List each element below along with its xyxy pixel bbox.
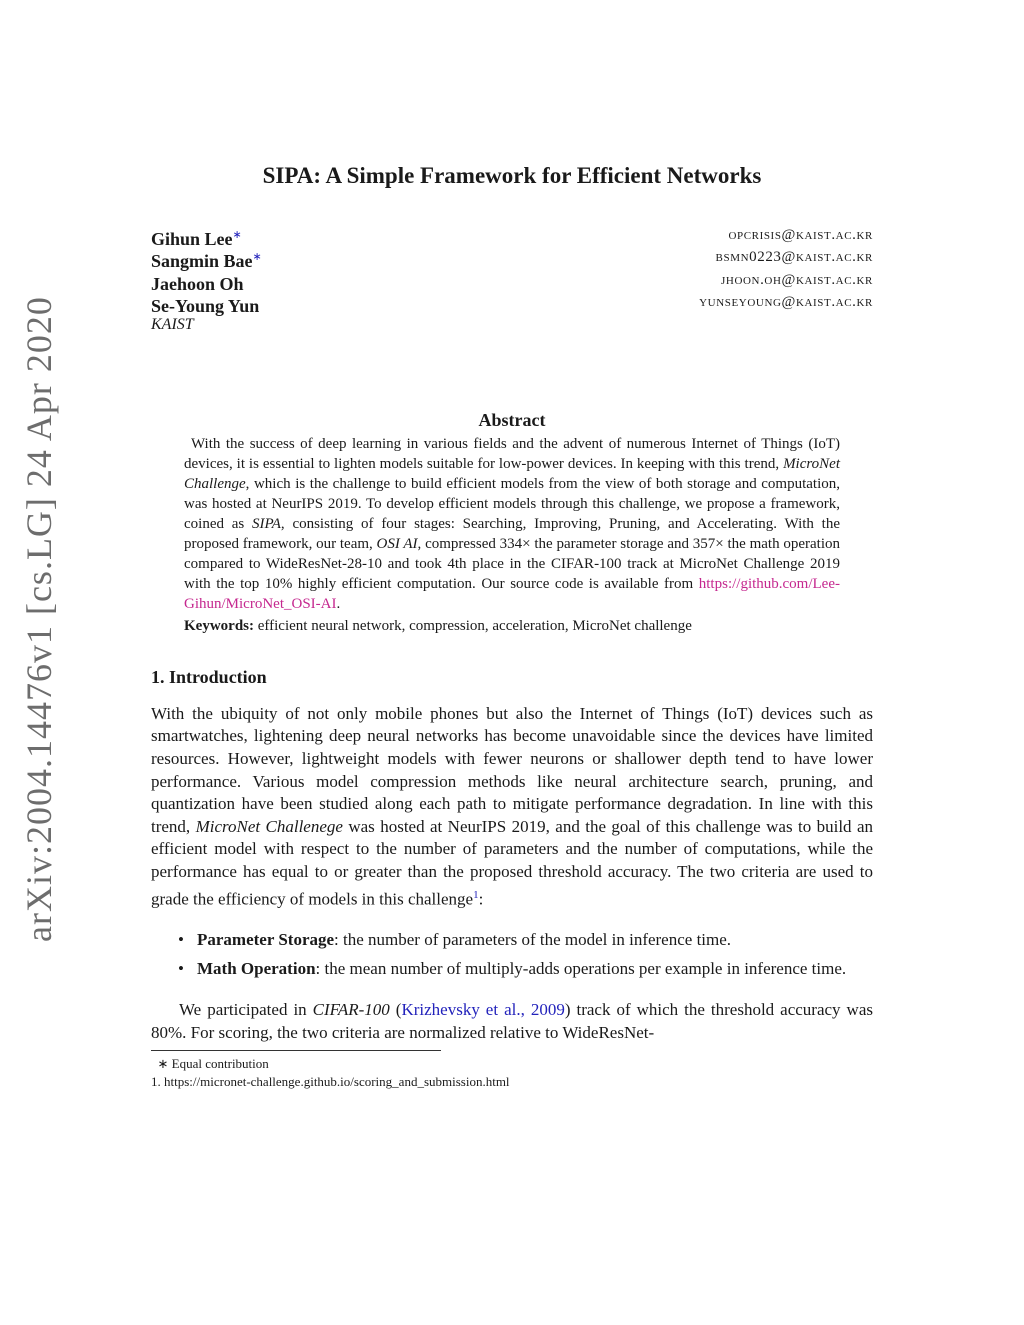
author-name: Jaehoon Oh <box>151 273 244 294</box>
section-heading-introduction: 1. Introduction <box>151 667 267 688</box>
author-name: Gihun Lee∗ <box>151 228 242 249</box>
abstract-text: With the success of deep learning in various fields and the advent of numerous Internet of Things (IoT) devices, it is essential to lighten models suitable for low-power devices. In keeping with this trend, MicroNet Challenge, which is the challenge to build efficient models from the view of both storage and computation, was hosted at NeurIPS 2019. To develop efficient models through this challenge, we propose a framework, coined as SIPA, consisting of four stages: Searching, Improving, Pruning, and Accelerating. With the proposed framework, our team, OSI AI, compressed 334× the parameter storage and 357× the math operation compared to WideResNet-28-10 and took 4th place in the CIFAR-100 track at MicroNet Challenge 2019 with the top 10% highly efficient computation. Our source code is available from https://github.com/Lee-Gihun/MicroNet_OSI-AI. <box>184 436 841 613</box>
list-item: • Parameter Storage: the number of parameters of the model in inference time. <box>178 929 873 952</box>
intro-paragraph: We participated in CIFAR-100 (Krizhevsky et al., 2009) track of which the threshold accuracy was 80%. For scoring, the two criteria are normalized relative to WideResNet- <box>151 999 873 1042</box>
footnote-divider <box>151 1050 441 1051</box>
author-row <box>151 291 873 317</box>
author-row <box>151 224 873 247</box>
abstract-heading: Abstract <box>478 410 546 431</box>
abstract <box>184 410 840 636</box>
criteria-list <box>178 929 873 981</box>
author-email[interactable]: bsmn0223@kaist.ac.kr <box>715 249 873 266</box>
author-name: Sangmin Bae∗ <box>151 251 262 272</box>
footnote-url: 1. https://micronet-challenge.github.io/scoring_and_submission.html <box>151 1074 510 1090</box>
footnote-equal: ∗ Equal contribution <box>157 1056 269 1072</box>
author-list <box>151 224 873 337</box>
author-row <box>151 246 873 272</box>
paper-page <box>151 165 873 1091</box>
affiliation: KAIST <box>151 315 194 333</box>
intro-paragraph: With the ubiquity of not only mobile phones but also the Internet of Things (IoT) devices such as smartwatches, lightening deep neural networks has become unavoidable since the devices have limited resources. However, lightweight models with fewer neurons or shallower depth tend to have lower performance. Various model compression methods like neural architecture search, pruning, and quantization have been studied along each path to mitigate performance degradation. In line with this trend, MicroNet Challenege was hosted at NeurIPS 2019, and the goal of this challenge was to build an efficient model with respect to the number of parameters and the number of computations, while the performance has equal to or greater than the proposed threshold accuracy. The two criteria are used to grade the efficiency of models in this challenge$^1$: <box>151 703 874 909</box>
citation-link[interactable]: Krizhevsky et al., 2009 <box>401 999 565 1019</box>
author-row <box>151 269 873 292</box>
author-email[interactable]: opcrisis@kaist.ac.kr <box>728 226 873 243</box>
list-item: • Math Operation: the mean number of multiply-adds operations per example in inference time. <box>178 958 873 981</box>
author-email[interactable]: yunseyoung@kaist.ac.kr <box>699 294 873 311</box>
author-name: Se-Young Yun <box>151 296 260 317</box>
author-email[interactable]: jhoon.oh@kaist.ac.kr <box>721 271 873 288</box>
footnotes <box>151 1055 873 1091</box>
footnote-ref[interactable]: 1 <box>473 888 479 901</box>
arxiv-identifier: arXiv:2004.14476v1 [cs.LG] 24 Apr 2020 <box>19 296 59 942</box>
keywords: Keywords: efficient neural network, compression, acceleration, MicroNet challenge <box>184 618 692 635</box>
source-code-link[interactable]: https://github.com/Lee-Gihun/MicroNet_OSI-AI <box>184 576 840 613</box>
paper-title: SIPA: A Simple Framework for Efficient Networks <box>262 163 762 188</box>
